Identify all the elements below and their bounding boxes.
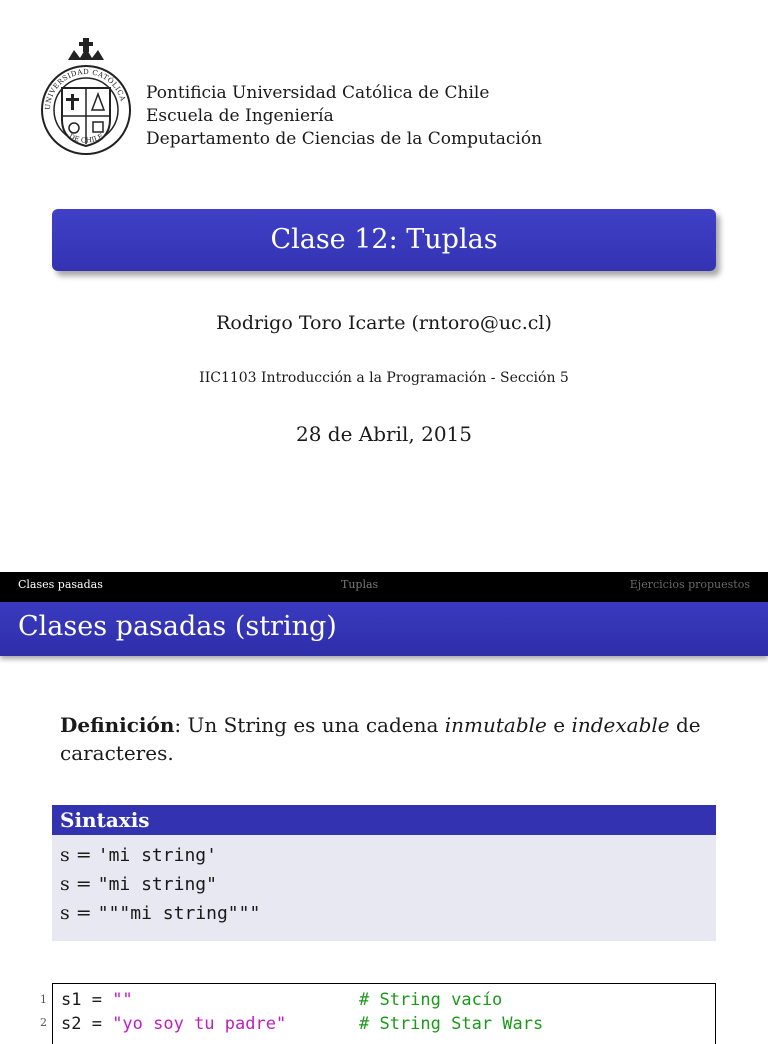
- syntax-code: "mi string": [97, 874, 217, 895]
- definition-term: Definición: [60, 713, 175, 737]
- definition-emphasis-2: indexable: [571, 713, 670, 737]
- syntax-lhs: s =: [60, 902, 98, 924]
- course-line: IIC1103 Introducción a la Programación - Sección 5: [199, 370, 569, 386]
- definition-paragraph: [60, 711, 720, 767]
- syntax-line: [60, 899, 708, 928]
- code-comment: # String vacío: [359, 990, 503, 1010]
- code-line: [61, 988, 503, 1012]
- university-seal-logo: [38, 38, 134, 162]
- code-comment: # String Star Wars: [359, 1014, 544, 1034]
- date-line: 28 de Abril, 2015: [295, 422, 472, 446]
- code-listing: [52, 983, 716, 1044]
- syntax-lhs: s =: [60, 873, 98, 895]
- author-line: Rodrigo Toro Icarte (rntoro@uc.cl): [216, 312, 552, 334]
- syntax-lhs: s =: [60, 844, 98, 866]
- syntax-block-title: Sintaxis: [52, 805, 716, 835]
- code-line-number: 2: [40, 1016, 47, 1029]
- nav-section-ejercicios[interactable]: Ejercicios propuestos: [629, 578, 750, 591]
- code-text: s2 =: [61, 1014, 113, 1034]
- definition-text-3: de caracteres.: [60, 713, 701, 765]
- slide-title: Clase 12: Tuplas: [270, 224, 498, 255]
- syntax-code: """mi string""": [97, 903, 261, 924]
- institution-block: [146, 82, 542, 151]
- svg-text:DE CHILE: DE CHILE: [67, 132, 105, 145]
- svg-text:UNIVERSIDAD CATÓLICA: UNIVERSIDAD CATÓLICA: [43, 68, 127, 111]
- definition-emphasis-1: inmutable: [444, 713, 547, 737]
- nav-section-tuplas[interactable]: Tuplas: [341, 578, 379, 591]
- syntax-line: [60, 870, 708, 899]
- frame-title-bar: [0, 602, 768, 656]
- definition-text-2: e: [546, 713, 572, 737]
- definition-text-1: : Un String es una cadena: [174, 713, 445, 737]
- code-string: "yo soy tu padre": [112, 1014, 287, 1034]
- nav-section-clases-pasadas[interactable]: Clases pasadas: [18, 578, 103, 591]
- code-string: "": [112, 990, 133, 1010]
- department-name: Departamento de Ciencias de la Computación: [146, 129, 543, 149]
- syntax-block-body: [52, 835, 716, 941]
- slide-title-box: [52, 209, 716, 271]
- code-line: [61, 1012, 544, 1036]
- institution-name: Pontificia Universidad Católica de Chile: [146, 83, 490, 103]
- code-text: s1 =: [61, 990, 113, 1010]
- content-slide: [0, 572, 768, 1034]
- syntax-block: [52, 805, 716, 941]
- frame-title: Clases pasadas (string): [18, 611, 337, 642]
- school-name: Escuela de Ingeniería: [146, 106, 334, 126]
- section-navbar: [0, 572, 768, 602]
- syntax-code: 'mi string': [97, 845, 217, 866]
- syntax-line: [60, 841, 708, 870]
- code-line-number: 1: [40, 993, 47, 1006]
